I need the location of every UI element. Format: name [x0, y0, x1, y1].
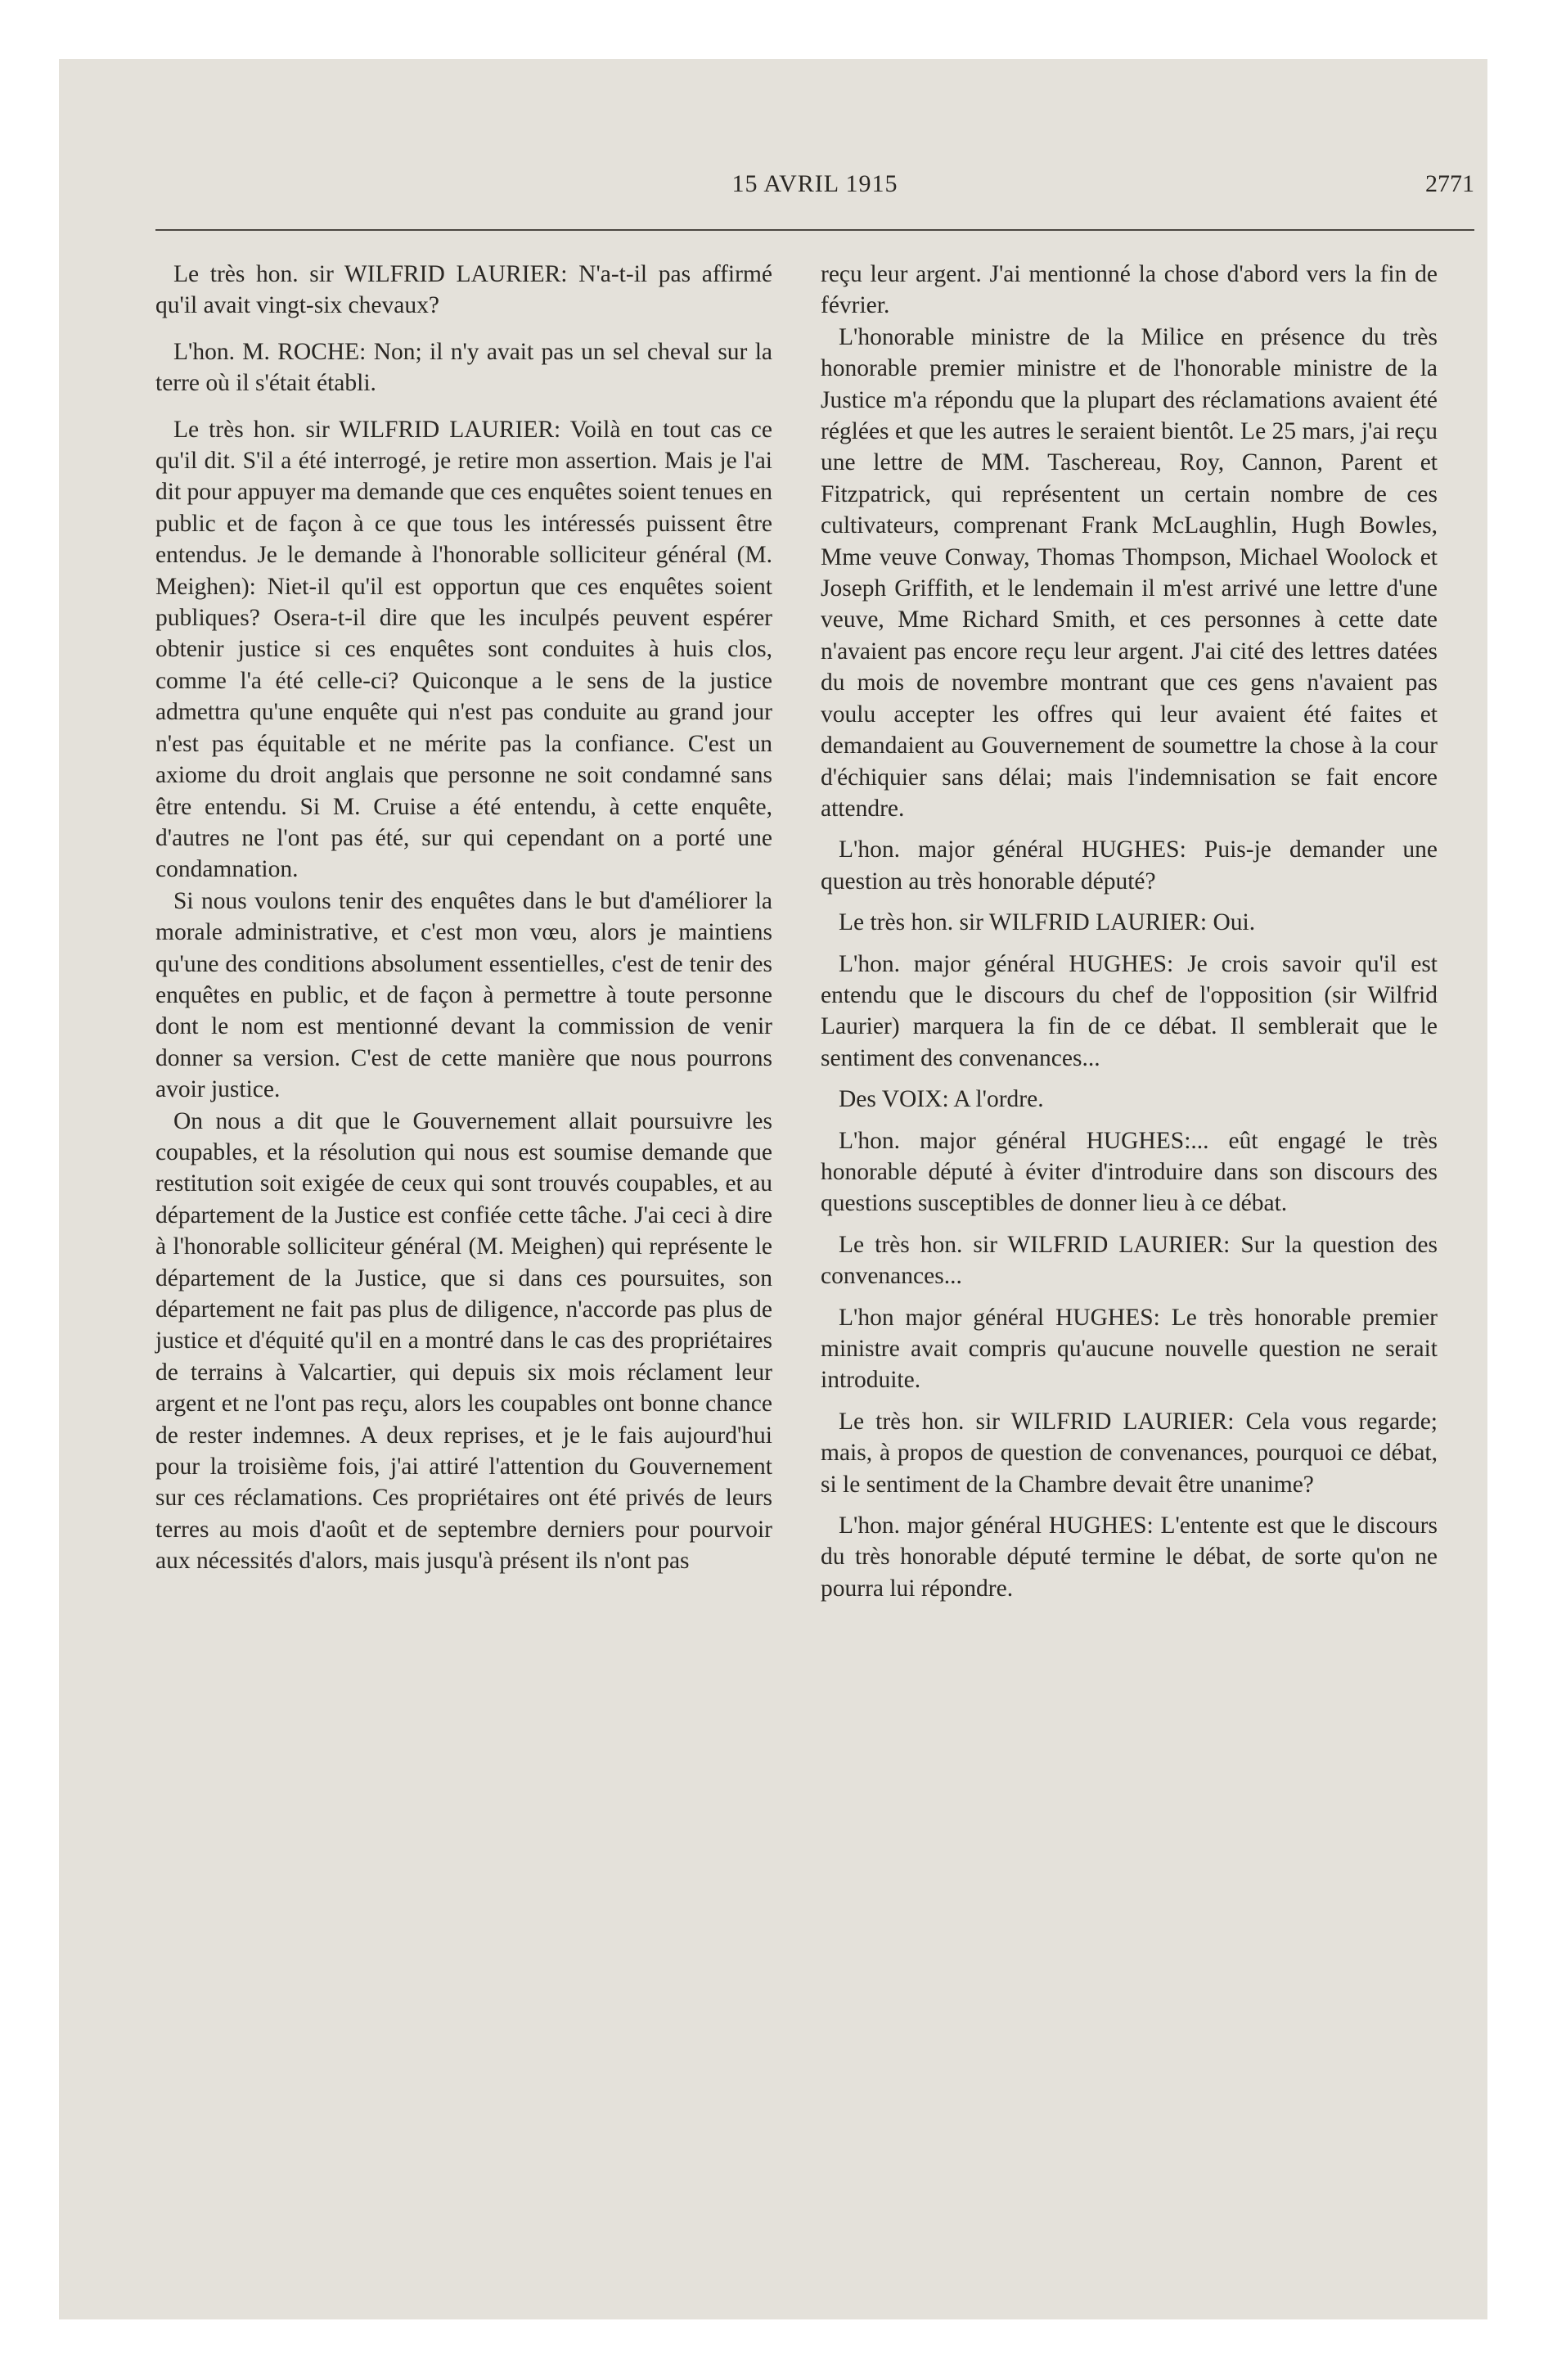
paragraph: Le très hon. sir WILFRID LAURIER: Cela vous regarde; mais, à propos de question de convenances, pourquoi ce débat, si le sentiment de la Chambre devait être unanime?: [821, 1408, 1438, 1498]
page-number: 2771: [1425, 170, 1474, 197]
right-column: [821, 259, 1438, 1614]
paragraph-continuation: reçu leur argent. J'ai mentionné la chose d'abord vers la fin de février.: [821, 261, 1438, 319]
paragraph: L'hon. major général HUGHES: Puis-je demander une question au très honorable député?: [821, 836, 1438, 895]
paragraph: L'hon. major général HUGHES: Je crois savoir qu'il est entendu que le discours du chef de l'opposition (sir Wilfrid Laurier) marquera la fin de ce débat. Il semblerait que le sentiment des convenances...: [821, 950, 1438, 1071]
paragraph: L'hon. major général HUGHES: L'entente est que le discours du très honorable député termine le débat, de sorte qu'on ne pourra lui répondre.: [821, 1512, 1438, 1602]
paragraph: On nous a dit que le Gouvernement allait poursuivre les coupables, et la résolution qui nous est soumise demande que restitution soit exigée de ceux qui sont trouvés coupables, et au département de la Justice est confiée cette tâche. J'ai ceci à dire à l'honorable solliciteur général (M. Meighen) qui représente le département de la Justice, que si dans ces poursuites, son département ne fait pas plus de diligence, n'accorde pas plus de justice et d'équité qu'il en a montré dans le cas des propriétaires de terrains à Valcartier, qui depuis six mois réclament leur argent et ne l'ont pas reçu, alors les coupables ont bonne chance de rester indemnes. A deux reprises, et je le fais aujourd'hui pour la troisième fois, j'ai attiré l'attention du Gouvernement sur ces réclamations. Ces propriétaires ont été privés de leurs terres au mois d'août et de septembre derniers pour pourvoir aux nécessités d'alors, mais jusqu'à présent ils n'ont pas: [155, 1107, 772, 1575]
paragraph: L'hon major général HUGHES: Le très honorable premier ministre avait compris qu'aucune nouvelle question ne serait introduite.: [821, 1304, 1438, 1394]
paragraph: Des VOIX: A l'ordre.: [839, 1086, 1044, 1113]
paragraph: Si nous voulons tenir des enquêtes dans le but d'améliorer la morale administrative, et c'est mon vœu, alors je maintiens qu'une des conditions absolument essentielles, c'est de tenir des enquêtes en public, et de façon à permettre à toute personne dont le nom est mentionné devant la commission de venir donner sa version. C'est de cette manière que nous pourrons avoir justice.: [155, 887, 772, 1103]
paragraph: L'honorable ministre de la Milice en présence du très honorable premier ministre et de l'honorable ministre de la Justice m'a répondu que la plupart des réclamations avaient été réglées et que les autres le seraient bientôt. Le 25 mars, j'ai reçu une lettre de MM. Taschereau, Roy, Cannon, Parent et Fitzpatrick, qui représentent un certain nombre de ces cultivateurs, comprenant Frank McLaughlin, Hugh Bowles, Mme veuve Conway, Thomas Thompson, Michael Woolock et Joseph Griffith, et le lendemain il m'est arrivé une lettre d'une veuve, Mme Richard Smith, et ces personnes à cette date n'avaient pas encore reçu leur argent. J'ai cité des lettres datées du mois de novembre montrant que ces gens n'avaient pas voulu accepter les offres qui leur avaient été faites et demandaient au Gouvernement de soumettre la chose à la cour d'échiquier sans délai; mais l'indemnisation se fait encore attendre.: [821, 323, 1438, 822]
paragraph: Le très hon. sir WILFRID LAURIER: Voilà en tout cas ce qu'il dit. S'il a été interrogé, je retire mon assertion. Mais je l'ai dit pour appuyer ma demande que ces enquêtes soient tenues en public et de façon à ce que tous les intéressés puissent être entendus. Je le demande à l'honorable solliciteur général (M. Meighen): Niet-il qu'il est opportun que ces enquêtes soient publiques? Osera-t-il dire que les inculpés peuvent espérer obtenir justice si ces enquêtes sont conduites à huis clos, comme l'a été celle-ci? Quiconque a le sens de la justice admettra qu'une enquête qui n'est pas conduite au grand jour n'est pas équitable et ne mérite pas la confiance. C'est un axiome du droit anglais que personne ne soit condamné sans être entendu. Si M. Cruise a été entendu, à cette enquête, d'autres ne l'ont pas été, sur qui cependant on a porté une condamnation.: [155, 416, 772, 883]
paragraph: Le très hon. sir WILFRID LAURIER: Sur la question des convenances...: [821, 1231, 1438, 1290]
header-date: 15 AVRIL 1915: [731, 170, 898, 197]
paragraph: L'hon. major général HUGHES:... eût engagé le très honorable député à éviter d'introduire dans son discours des questions susceptibles de donner lieu à ce débat.: [821, 1127, 1438, 1217]
paragraph: Le très hon. sir WILFRID LAURIER: Oui.: [839, 909, 1256, 936]
header-rule: [155, 229, 1474, 231]
left-column: [155, 259, 772, 1577]
page-header: [155, 156, 1474, 221]
paragraph: L'hon. M. ROCHE: Non; il n'y avait pas un sel cheval sur la terre où il s'était établi.: [155, 338, 772, 397]
paragraph: Le très hon. sir WILFRID LAURIER: N'a-t-il pas affirmé qu'il avait vingt-six chevaux?: [155, 261, 772, 319]
document-page: [59, 59, 1487, 2319]
